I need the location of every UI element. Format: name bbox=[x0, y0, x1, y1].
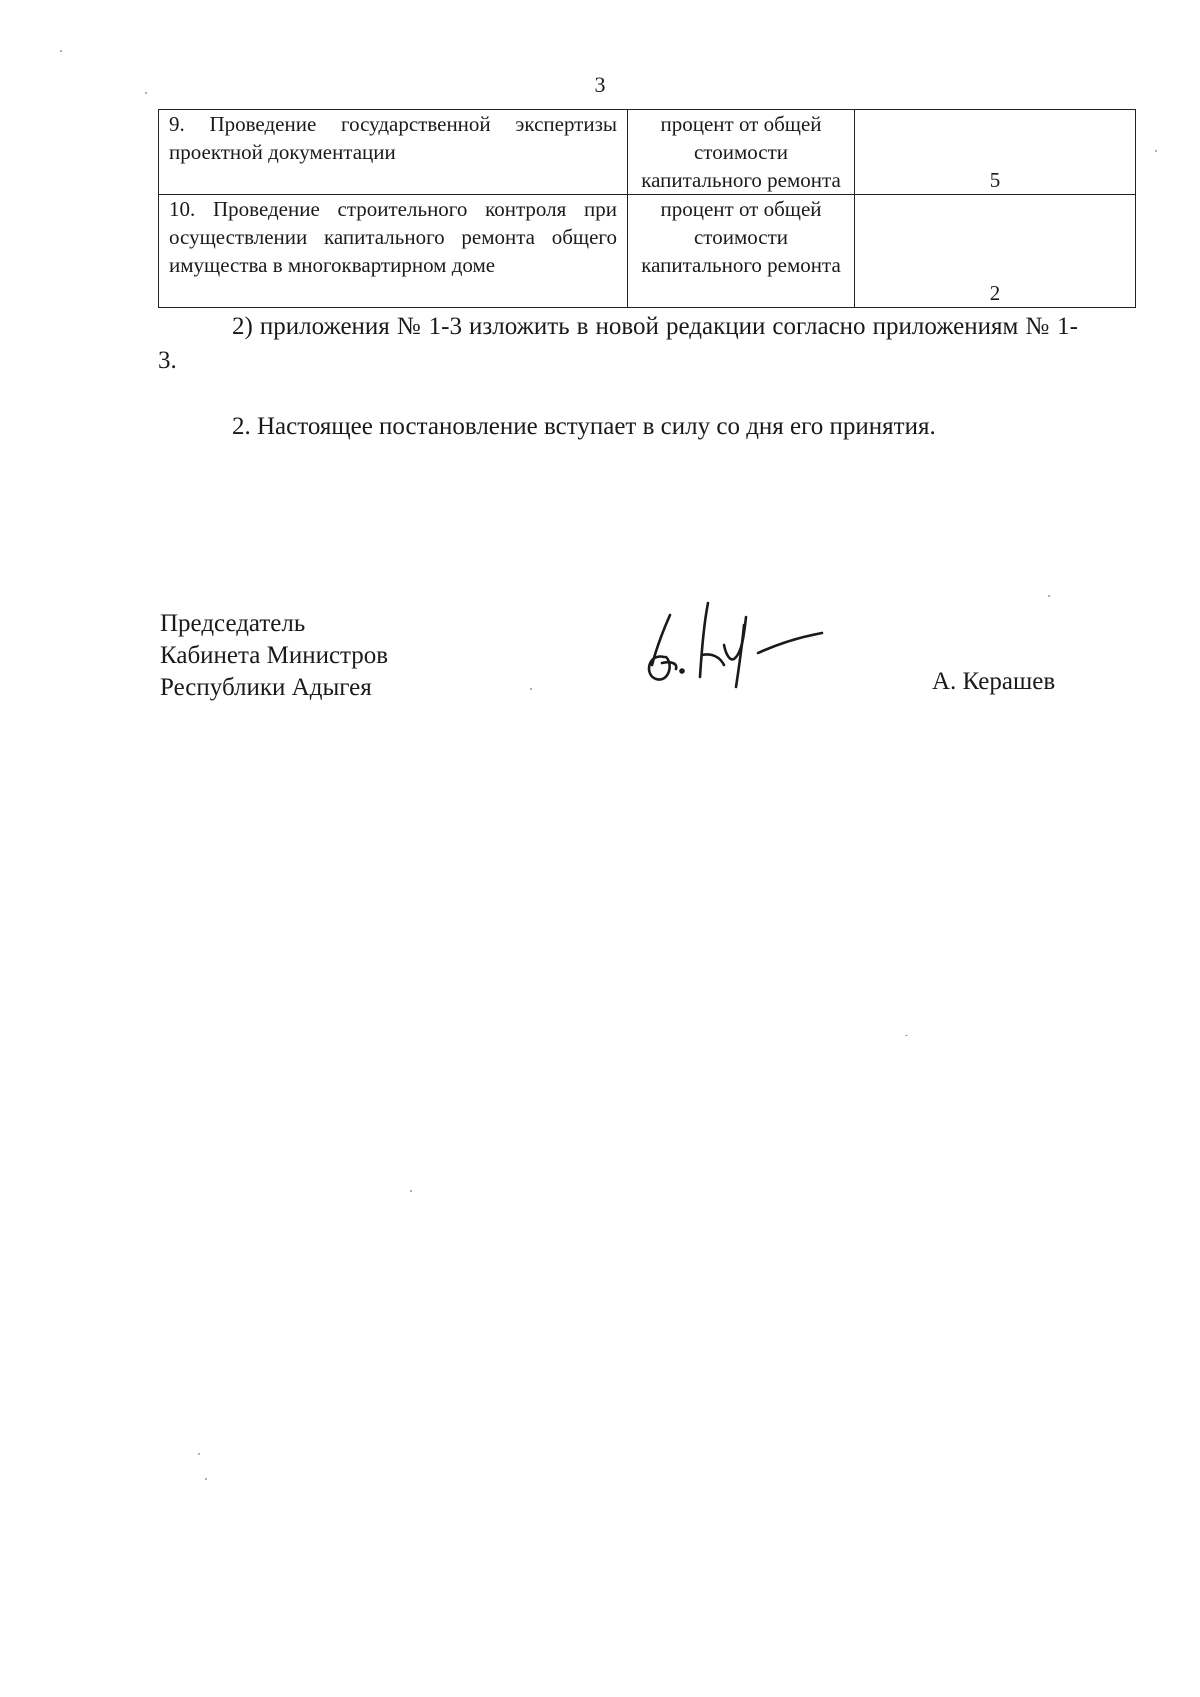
row-description: 10. Проведение строительного контроля при осуществлении капитального ремонта общего имущества в многоквартирном доме bbox=[159, 195, 628, 308]
position-line: Председатель bbox=[160, 610, 306, 637]
amendment-item-2: 2) приложения № 1-3 изложить в новой редакции согласно приложениям № 1-3. bbox=[158, 313, 1078, 374]
scan-speck bbox=[1155, 150, 1157, 152]
signatory-position bbox=[160, 608, 388, 704]
row-unit: процент от общей стоимости капитального ремонта bbox=[628, 110, 855, 195]
row-value: 2 bbox=[855, 195, 1136, 308]
scan-speck bbox=[1048, 595, 1050, 597]
scan-speck bbox=[205, 1478, 207, 1480]
scan-speck bbox=[60, 50, 62, 52]
scan-speck bbox=[530, 688, 532, 690]
handwritten-signature bbox=[640, 595, 840, 705]
signer-name: А. Керашев bbox=[932, 668, 1056, 695]
scan-speck bbox=[410, 1190, 412, 1192]
row-value: 5 bbox=[855, 110, 1136, 195]
clause-2: 2. Настоящее постановление вступает в силу со дня его принятия. bbox=[232, 413, 936, 440]
scan-speck bbox=[198, 1453, 200, 1455]
scan-speck bbox=[145, 92, 147, 94]
page-number: 3 bbox=[594, 72, 606, 97]
table-row bbox=[159, 110, 1136, 195]
position-line: Республики Адыгея bbox=[160, 674, 372, 701]
position-line: Кабинета Министров bbox=[160, 642, 389, 669]
row-description: 9. Проведение государственной экспертизы проектной документации bbox=[159, 110, 628, 195]
row-unit: процент от общей стоимости капитального ремонта bbox=[628, 195, 855, 308]
scan-speck bbox=[905, 1035, 908, 1036]
rates-table bbox=[158, 109, 1136, 308]
table-row bbox=[159, 195, 1136, 308]
